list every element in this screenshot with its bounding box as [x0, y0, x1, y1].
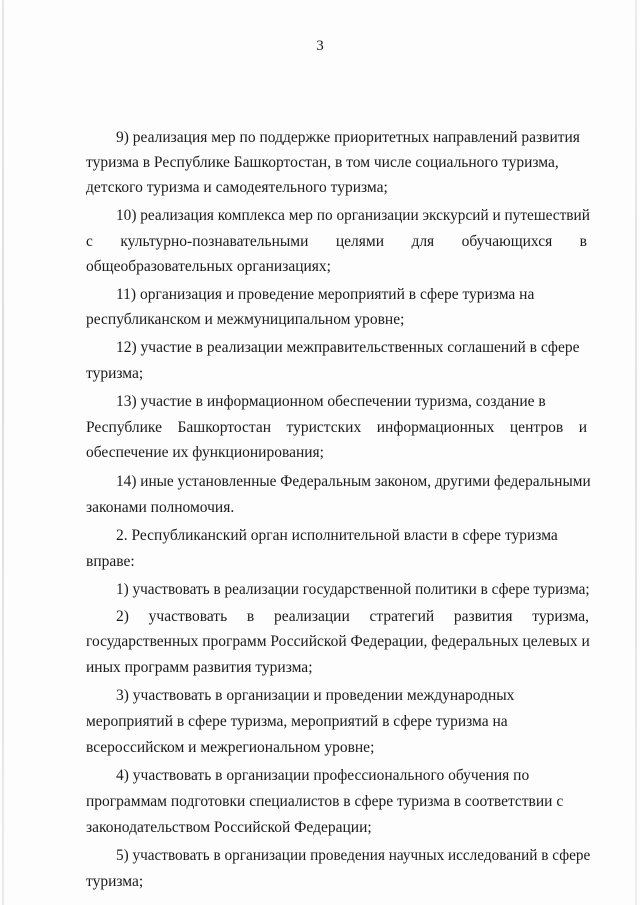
text-line: 9) реализация мер по поддержке приоритетных направлений развития: [116, 129, 580, 146]
text-line: туризма в Республике Башкортостан, в том числе социального туризма,: [86, 154, 559, 171]
text-line: 10) реализация комплекса мер по организации экскурсий и путешествий: [116, 207, 590, 224]
text-line: туризма;: [86, 365, 144, 382]
spread-line: [86, 418, 587, 437]
word: 2): [116, 608, 129, 625]
text-line: 12) участие в реализации межправительственных соглашений в сфере: [116, 339, 580, 356]
text-line: программам подготовки специалистов в сфере туризма в соответствии с: [86, 793, 564, 810]
word: культурно-познавательными: [120, 233, 309, 250]
text-line: туризма;: [86, 873, 144, 890]
spread-line: [116, 607, 589, 626]
word: обучающихся: [461, 233, 553, 250]
word: с: [86, 233, 93, 250]
word: туризма,: [532, 608, 589, 625]
word: развития: [453, 608, 513, 625]
text-line: законами полномочия.: [86, 499, 235, 516]
text-line: государственных программ Российской Федерации, федеральных целевых и: [86, 633, 590, 650]
spread-line: [86, 232, 587, 251]
text-line: всероссийском и межрегиональном уровне;: [86, 739, 375, 756]
word: для: [411, 233, 435, 250]
text-line: 1) участвовать в реализации государственной политики в сфере туризма;: [116, 581, 590, 598]
word: реализации: [273, 608, 350, 625]
text-line: республиканском и межмуниципальном уровне;: [86, 311, 405, 328]
text-line: 4) участвовать в организации профессионального обучения по: [116, 767, 530, 784]
word: центров: [509, 419, 564, 436]
text-line: 3) участвовать в организации и проведении международных: [116, 687, 515, 704]
word: в: [246, 608, 255, 625]
word: информационных: [376, 419, 495, 436]
text-line: обеспечение их функционирования;: [86, 444, 324, 461]
text-line: детского туризма и самодеятельного туризма;: [86, 179, 388, 196]
word: в: [579, 233, 587, 250]
text-line: общеобразовательных организациях;: [86, 258, 331, 275]
text-line: 2. Республиканский орган исполнительной власти в сфере туризма: [116, 527, 558, 544]
word: Республике: [86, 419, 162, 436]
text-line: мероприятий в сфере туризма, мероприятий в сфере туризма на: [86, 713, 508, 730]
word: туристских: [286, 419, 362, 436]
text-line: законодательством Российской Федерации;: [86, 819, 372, 836]
scan-edge-left: [2, 0, 4, 905]
word: Башкортостан: [177, 419, 271, 436]
word: участвовать: [148, 608, 228, 625]
text-line: 13) участие в информационном обеспечении туризма, создание в: [116, 393, 546, 410]
text-line: иных программ развития туризма;: [86, 659, 313, 676]
scan-edge-right: [635, 0, 637, 905]
text-line: 14) иные установленные Федеральным законом, другими федеральными: [116, 473, 591, 490]
word: стратегий: [369, 608, 435, 625]
page-number: 3: [316, 38, 324, 54]
word: целями: [335, 233, 384, 250]
text-line: 5) участвовать в организации проведения научных исследований в сфере: [116, 847, 591, 864]
word: и: [578, 419, 587, 436]
text-line: вправе:: [86, 553, 135, 570]
text-line: 11) организация и проведение мероприятий в сфере туризма на: [116, 286, 535, 303]
